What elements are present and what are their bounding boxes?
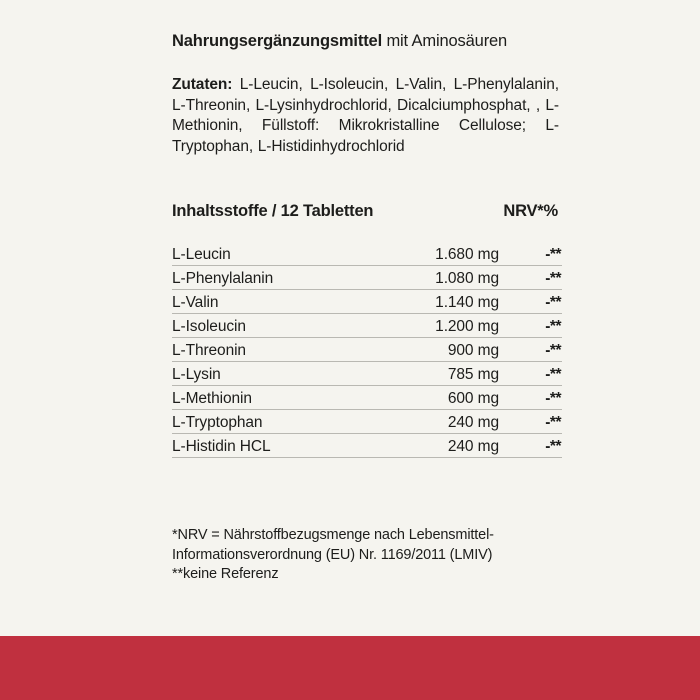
column-header-nrv: NRV*% (503, 202, 558, 220)
table-row (172, 410, 562, 434)
table-row (172, 434, 562, 458)
nutrient-amount: 900 mg (353, 338, 501, 362)
nutrient-amount: 1.200 mg (353, 314, 501, 338)
product-category-headline (172, 30, 559, 52)
nutrient-nrv-value: -** (501, 410, 562, 434)
nutrient-nrv-value: -** (501, 362, 562, 386)
nutrient-name: L-Isoleucin (172, 314, 353, 338)
footnote-no-reference: **keine Referenz (172, 566, 279, 582)
table-row (172, 362, 562, 386)
nutrition-table-block (172, 202, 559, 458)
ingredients-label: Zutaten: (172, 76, 233, 93)
nutrient-name: L-Threonin (172, 338, 353, 362)
nutrient-name: L-Leucin (172, 242, 353, 266)
label-content (172, 0, 559, 585)
nutrition-facts-table (172, 242, 562, 458)
headline-strong-text: Nahrungsergänzungsmittel (172, 32, 383, 50)
footnote-nrv-line-1: *NRV = Nährstoffbezugsmenge nach Lebensmittel- (172, 527, 494, 543)
nutrient-amount: 1.680 mg (353, 242, 501, 266)
nutrient-name: L-Methionin (172, 386, 353, 410)
bottom-accent-band (0, 636, 700, 700)
nutrient-name: L-Histidin HCL (172, 434, 353, 458)
nutrition-table-header (172, 202, 559, 221)
nutrient-name: L-Valin (172, 290, 353, 314)
table-row (172, 386, 562, 410)
nutrient-name: L-Tryptophan (172, 410, 353, 434)
nutrient-nrv-value: -** (501, 386, 562, 410)
nutrient-nrv-value: -** (501, 314, 562, 338)
ingredients-paragraph (172, 75, 559, 157)
footnote-nrv-line-2: Informationsverordnung (EU) Nr. 1169/2011 (LMIV) (172, 546, 493, 563)
headline-light-text: mit Aminosäuren (382, 32, 508, 50)
nutrient-amount: 1.080 mg (353, 266, 501, 290)
nutrient-nrv-value: -** (501, 338, 562, 362)
column-header-ingredient: Inhaltsstoffe / 12 Tabletten (172, 202, 374, 220)
nutrition-table-body (172, 242, 562, 458)
ingredients-list-text: L-Leucin, L-Isoleucin, L-Valin, L-Phenylalanin, L-Threonin, L-Lysinhydrochlorid, Dicalciumphosphat, , L-Methionin, Füllstoff: Mikrokristalline Cellulose; L-Tryptophan, L-Histidinhydrochlorid (172, 76, 559, 155)
nutrient-amount: 240 mg (353, 434, 501, 458)
table-row (172, 266, 562, 290)
table-row (172, 290, 562, 314)
table-row (172, 242, 562, 266)
nutrient-name: L-Phenylalanin (172, 266, 353, 290)
nutrient-amount: 785 mg (353, 362, 501, 386)
table-row (172, 338, 562, 362)
nutrient-nrv-value: -** (501, 434, 562, 458)
nutrient-amount: 1.140 mg (353, 290, 501, 314)
nutrient-amount: 600 mg (353, 386, 501, 410)
table-row (172, 314, 562, 338)
nutrient-nrv-value: -** (501, 290, 562, 314)
nutrient-nrv-value: -** (501, 242, 562, 266)
nutrient-nrv-value: -** (501, 266, 562, 290)
nutrient-name: L-Lysin (172, 362, 353, 386)
nutrient-amount: 240 mg (353, 410, 501, 434)
footnotes-block (172, 526, 559, 585)
